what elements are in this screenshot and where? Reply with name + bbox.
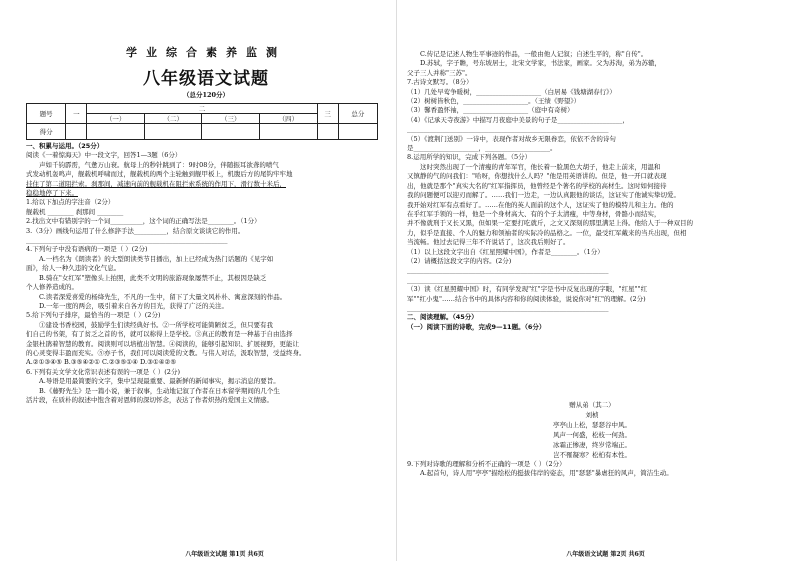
right-question-block	[407, 50, 777, 332]
score-table-header-cell: 一	[66, 104, 87, 124]
poem-title: 赠从弟（其二）	[569, 401, 615, 409]
text-line: 8.运用所学的知识，完成下列各题。（5分）	[407, 153, 532, 162]
text-line: （3）馨香盈怀袖，____________________（庭中有奇树）	[407, 106, 574, 115]
text-line: 又镇静的气的问我们："哈呀，你想找什么人吗？"他是用英语讲的。但是，他一开口就表现	[407, 172, 667, 181]
text-line: （1）以上这段文字出自《红星照耀中国》，作者是________。（1分）	[407, 247, 604, 256]
text-line: 舰载机 ________ 刹那间 ________	[26, 207, 124, 216]
text-line: ______________________________________________________________	[407, 275, 609, 284]
text-line: 4.下列句子中没有语病的一项是（ ）(2分)	[26, 245, 148, 254]
text-line: A.导语是用最简要的文字，集中呈现最重要、最新鲜的新闻事实，揭示消息的要旨。	[39, 377, 280, 386]
text-line: 面》，给人一种久违的文化气息。	[26, 264, 121, 273]
text-line: B.骑在"女红军"塑像头上拍照，此类不文明的旅游现象屡禁不止，其根因是缺乏	[39, 273, 267, 282]
exam-page-2	[397, 0, 794, 561]
score-cell	[144, 124, 202, 140]
text-line: 活片段，在质朴的叙述中饱含着对恩师的深切怀念，表达了作者炽热的爱国主义情感。	[26, 395, 273, 404]
poem-line: 岂不罹凝寒？松柏有本性。	[553, 451, 631, 459]
text-line: 在乎红军手领的一样，他是一个身材高大、有的个子太清瘦，中等身材，骨骼小而结实，	[407, 209, 661, 218]
text-line: 出，他就是那个"真实大名的"红军指挥员，他曾经是个著名的学校的高材生。这时如何接待	[407, 181, 667, 190]
text-line: 军""红小鬼"……结合书中的具体内容和你的阅读体验，说说你对"红"的理解。(2分)	[407, 294, 646, 303]
text-line: 9.下列对诗歌的理解和分析不正确的一项是（ ）（2分）	[407, 460, 566, 468]
text-line: 阅读《一着惊海天》中一段文字，回答1—3题（6分）	[26, 151, 182, 160]
text-line: 力，似乎是直接、个人的魅力和领袖者的实际冷的品格之。一位，最受红军戴来的当兵出现，但相	[407, 228, 687, 237]
score-cell	[317, 124, 338, 140]
text-line: 挂住了第二道阻拦索。刹那间，减速向前的舰载机在阻拦索系统的作用下，滑行数十米后，	[26, 179, 286, 188]
text-line: 声如千钧霹雳，气惫万山衰。航母上的秒针跳到了：9时08分，伴随振耳欲聋的喷气	[39, 160, 279, 169]
score-table-header-cell: 题号	[27, 104, 66, 124]
text-line: 1.给以下加点的字注音（2分）	[26, 198, 115, 207]
score-table-sub-cell: （二）	[144, 114, 202, 124]
score-cell	[66, 124, 87, 140]
score-table-row-label: 得分	[27, 124, 66, 140]
text-line: D.一年一度的两会，吸引着来自各方的目光，获得了广泛的关注。	[39, 301, 229, 310]
text-line: 是____________________，____________________。	[407, 144, 557, 153]
score-table-header-cell: 总分	[338, 104, 377, 124]
text-line: A.起首句，诗人用"亭亭"描绘松的挺拔伟岸的姿态，用"瑟瑟"暴虐狂的风声，简洁生动。	[420, 469, 673, 478]
page-footer: 八年级语文试题 第1页 共6页	[185, 551, 264, 558]
text-line: ______________________________________________________________	[407, 266, 609, 275]
poem-block	[407, 400, 777, 460]
text-line: 这时突然出现了一个清瘦的青年军官，他长着一脸黑色大胡子，他走上前来，用温和	[420, 162, 661, 171]
text-line: 当流畅。他过去记得三年不许说话了，这次我后则好了。	[407, 238, 570, 247]
text-line: （一）阅读下面的诗歌，完成9—11题。（6分）	[407, 322, 546, 331]
text-line: 7.古诗文默写。（8分）	[407, 78, 473, 87]
text-line: （1）几处早莺争暖树，____________________（白居易《钱塘湖春行》）	[407, 87, 616, 96]
text-line: C.传记是记述人物生平事迹的作品，一般由他人记叙；自述生平的，称"自传"。	[420, 50, 648, 58]
text-line: （4）《记承天寺夜游》中描写月夜庭中美景的句子是____________________，	[407, 115, 629, 124]
text-line: 2.找出文中有错别字的一个词__________，这个词的正确写法是________。（1分）	[26, 217, 261, 226]
text-line: A.②①③④⑤ B.③⑤④②① C.②③⑤①④ D.③①④②⑤	[26, 358, 177, 367]
text-line: 一、积累与运用。（25分）	[26, 142, 104, 150]
text-line: ______________________________________________________________	[26, 236, 228, 245]
text-line: 稳稳地停了下来。	[26, 189, 78, 198]
total-score-note: （总分120分）	[182, 91, 230, 99]
poem-line: 冰霜正惨凄，终岁常端正。	[553, 441, 631, 449]
score-cell	[87, 124, 145, 140]
text-line: （3）读《红星照耀中国》时，有同学发现"红"字是书中反复出现的字眼，"红星""红	[407, 285, 648, 294]
text-line: （5）《渡荆门送别》一诗中，表现作者对故乡无限眷恋，依依不舍的诗句	[407, 134, 616, 143]
text-line: 我开始对红军有点看好了。……在他的英人面前的这个人，这证实了他的模特儿和主力。他的	[407, 200, 674, 209]
score-table-header-cell: 二	[87, 104, 317, 114]
text-line: ______________________________________________________________	[407, 303, 609, 312]
score-table-sub-cell: （四）	[260, 114, 318, 124]
text-line: 父子三人并称"三苏"。	[407, 68, 472, 77]
exam-title: 八年级语文试题	[143, 69, 269, 89]
page-footer: 八年级语文试题 第2页 共6页	[566, 551, 645, 558]
question-9-block	[407, 460, 777, 479]
score-table-header-cell: 三	[317, 104, 338, 124]
poem-line: 风声一何盛，松枝一何劲。	[553, 431, 631, 439]
text-line: 的心灵变得丰盈而充实。⑤亦子书，我们可以阅读爱的文教。与伟人对话，汲取智慧，受益终身。	[26, 348, 306, 357]
text-line: ①建设书香校园，鼓励学生们读经典好书。②一所学校可能简陋贫乏，但只要有我	[39, 320, 273, 329]
text-line: （2）请概括这段文字的内容。(2分)	[407, 256, 512, 265]
text-line: 我的问题便可以迎刃而解了。……我们一边走，一边认真跟他的谈话，这证实了他诚实挚切爱。	[407, 191, 680, 200]
poem-author: 刘桢	[585, 411, 599, 419]
text-line: A.一档名为《朗读者》的大型朗读类节目播出，加上已经成为热门话题的《见字如	[39, 254, 274, 263]
score-table	[26, 103, 378, 140]
score-cell	[338, 124, 377, 140]
exam-supertitle: 学业综合素养监测	[126, 46, 286, 59]
text-line: 们自己的书架，有了贫乏之首的书，就可以称得上是学校。③真正的教育是一种基于自由选择	[26, 330, 293, 339]
text-line: 金银杜鹃着智慧的教育。阅读则可以培植出智慧。④阅读的，能够引起知识、扩展视野，更能让	[26, 339, 299, 348]
text-line: 式发动机轰鸣声，舰载机呼啸而过，舰载机的两个主轮触到舰甲板上，机腹后方的尾钩牢牢地	[26, 170, 293, 179]
text-line: 5.给下列句子排序，最恰当的一项是（ ）(2分)	[26, 311, 161, 320]
text-line: （2）树树皆秋色，____________________。（王绩《野望》）	[407, 97, 581, 106]
poem-line: 亭亭山上松，瑟瑟谷中风。	[553, 421, 631, 429]
text-line: B.《藤野先生》是一篇小说，兼于叙事，生动地记叙了作者在日本留学期间的几个生	[39, 386, 280, 395]
text-line: ______________________________________________________________	[407, 125, 609, 134]
score-cell	[202, 124, 260, 140]
text-line: 二、阅读理解。（45分）	[407, 313, 478, 322]
text-line: 3.（3分）画线句运用了什么修辞手法__________，结合原文谈谈它的作用。	[26, 226, 245, 235]
left-question-block	[26, 142, 388, 405]
text-line: 并不像就刑于又长又黑，但如果一定要打吃就斤，之文又深刻的那里满足上得。他给人于一种双目的	[407, 219, 693, 228]
score-table-sub-cell: （一）	[87, 114, 145, 124]
text-line: 个人修养造成的。	[26, 283, 78, 292]
score-table-sub-cell: （三）	[202, 114, 260, 124]
text-line: C.读者深爱喜爱的杨绛先生，不凡的一生中，留下了大量文风朴朴、寓意深刻的作品。	[39, 292, 287, 301]
text-line: 6.下列有关文学文化常识表述有误的一项是（ ）(2分)	[26, 367, 180, 376]
score-cell	[260, 124, 318, 140]
text-line: D.苏轼，字子瞻，号东坡居士，北宋文学家，书法家，画家。父为苏洵，弟为苏辙，	[420, 59, 662, 68]
